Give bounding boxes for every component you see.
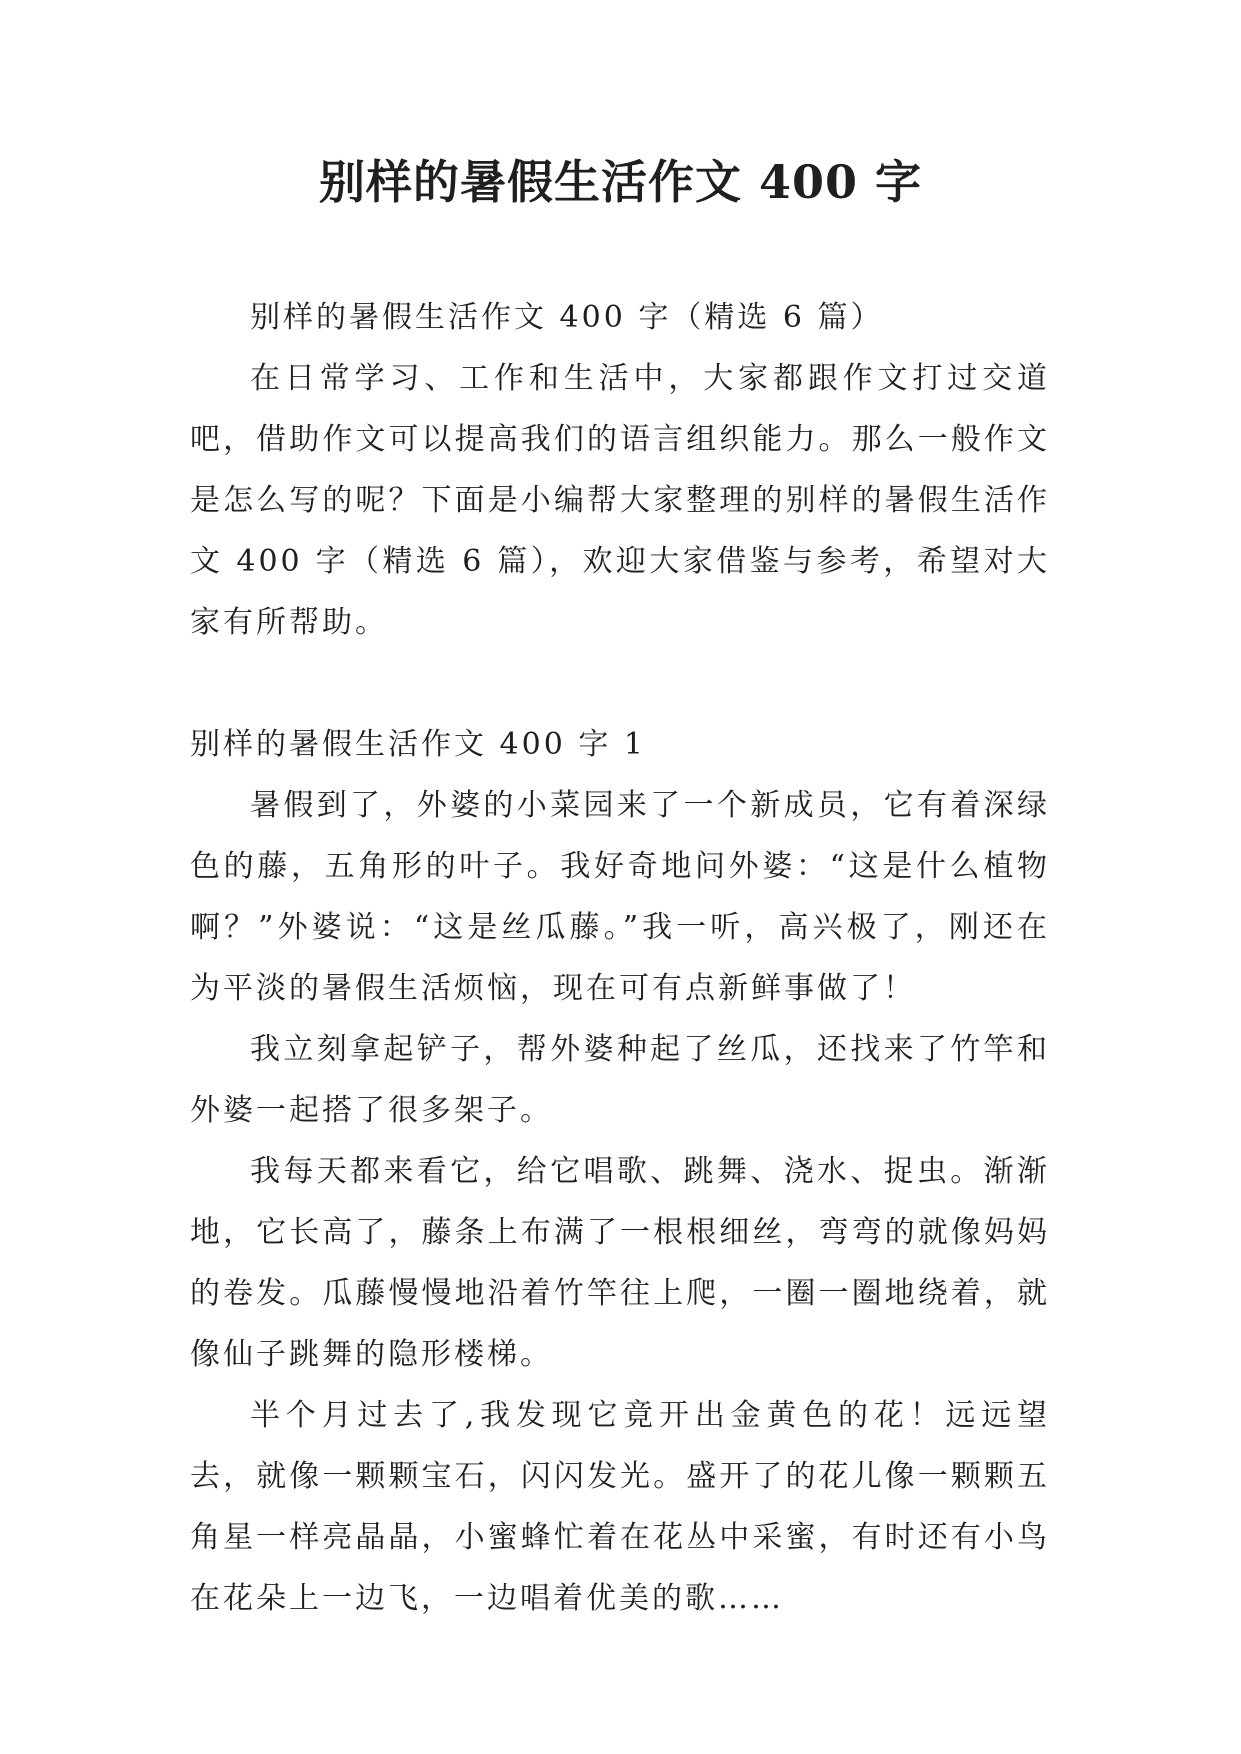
- intro-paragraph: 在日常学习、工作和生活中，大家都跟作文打过交道吧，借助作文可以提高我们的语言组织能力。那么一般作文是怎么写的呢？下面是小编帮大家整理的别样的暑假生活作文 400 字（精选 6 篇），欢迎大家借鉴与参考，希望对大家有所帮助。: [190, 361, 1050, 640]
- document-body: [190, 287, 1050, 1629]
- body-paragraph: 半个月过去了,我发现它竟开出金黄色的花！远远望去，就像一颗颗宝石，闪闪发光。盛开了的花儿像一颗颗五角星一样亮晶晶，小蜜蜂忙着在花丛中采蜜，有时还有小鸟在花朵上一边飞，一边唱着优美的歌……: [190, 1398, 1050, 1616]
- document-subtitle: 别样的暑假生活作文 400 字（精选 6 篇）: [250, 300, 884, 335]
- body-paragraph: 我每天都来看它，给它唱歌、跳舞、浇水、捉虫。渐渐地，它长高了，藤条上布满了一根根细丝，弯弯的就像妈妈的卷发。瓜藤慢慢地沿着竹竿往上爬，一圈一圈地绕着，就像仙子跳舞的隐形楼梯。: [190, 1154, 1050, 1372]
- body-paragraph: 暑假到了，外婆的小菜园来了一个新成员，它有着深绿色的藤，五角形的叶子。我好奇地问外婆：“这是什么植物啊？”外婆说：“这是丝瓜藤。”我一听，高兴极了，刚还在为平淡的暑假生活烦恼，现在可有点新鲜事做了！: [190, 788, 1050, 1006]
- document-title: 别样的暑假生活作文 400 字: [318, 155, 923, 209]
- body-paragraph: 我立刻拿起铲子，帮外婆种起了丝瓜，还找来了竹竿和外婆一起搭了很多架子。: [190, 1032, 1050, 1128]
- section-heading: 别样的暑假生活作文 400 字 1: [190, 727, 646, 762]
